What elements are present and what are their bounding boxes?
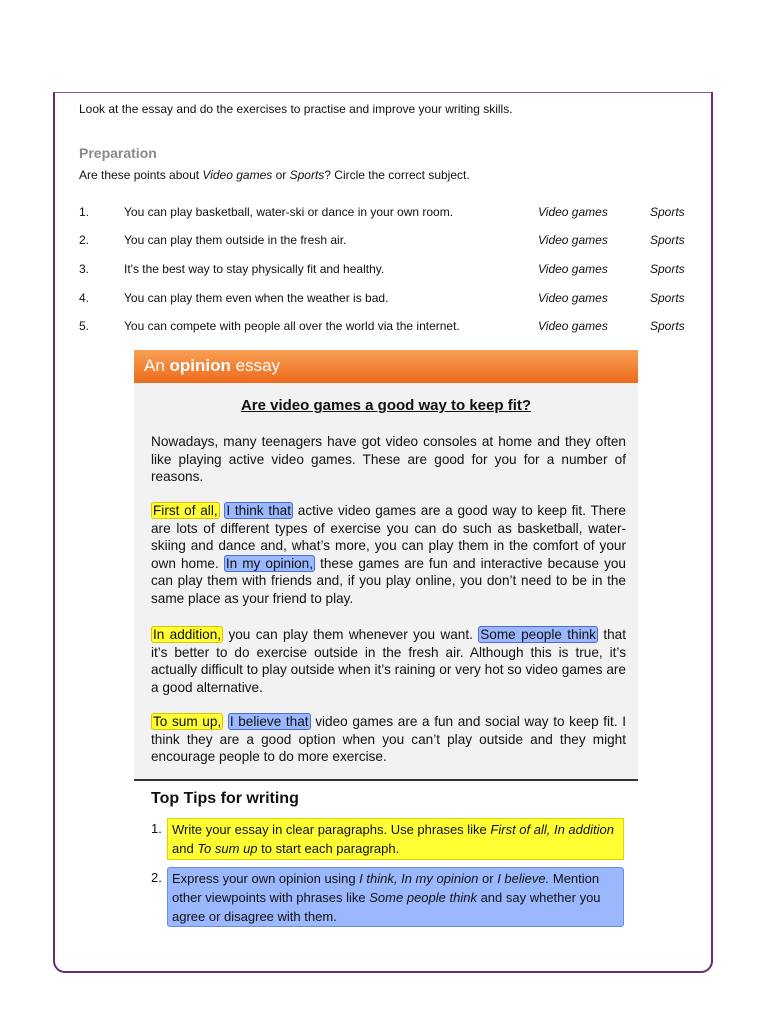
item-number: 2.	[79, 233, 90, 247]
option-sports[interactable]: Sports	[650, 262, 685, 276]
option-video-games[interactable]: Video games	[538, 205, 608, 219]
exercise-row	[79, 319, 719, 337]
intro-text: Look at the essay and do the exercises to practise and improve your writing skills.	[79, 102, 513, 116]
essay-title: Are video games a good way to keep fit?	[240, 397, 532, 414]
option-sports[interactable]: Sports	[650, 233, 685, 247]
preparation-question: Are these points about Video games or Sports? Circle the correct subject.	[79, 168, 470, 182]
item-text: You can play them even when the weather is bad.	[124, 291, 389, 305]
exercise-row	[79, 291, 719, 309]
item-number: 3.	[79, 262, 90, 276]
tips-heading: Top Tips for writing	[151, 790, 299, 807]
essay-header-bar: An opinion essay	[134, 350, 638, 383]
tip-number: 2.	[151, 870, 162, 885]
option-sports[interactable]: Sports	[650, 205, 685, 219]
essay-paragraph-2: First of all, I think that active video games are a good way to keep fit. There are lots of different types of exercise you can do such as basketball, water-skiing and dance and, what’s more, you can play them in the comfort of your own home. In my opinion, these games are fun and interactive because you can play them with friends and, if you play online, you don’t need to be in the same place as your friend to play.	[151, 503, 626, 606]
tip-number: 1.	[151, 821, 162, 836]
option-video-games[interactable]: Video games	[538, 262, 608, 276]
option-sports[interactable]: Sports	[650, 319, 685, 333]
exercise-row	[79, 205, 719, 223]
opinion-highlight: Some people think	[480, 627, 596, 642]
option-video-games[interactable]: Video games	[538, 319, 608, 333]
preparation-heading: Preparation	[79, 145, 157, 161]
option-video-games[interactable]: Video games	[538, 233, 608, 247]
option-video-games[interactable]: Video games	[538, 291, 608, 305]
linker-highlight: To sum up,	[153, 714, 222, 729]
opinion-highlight: I think that	[226, 503, 292, 518]
item-number: 1.	[79, 205, 90, 219]
opinion-highlight: I believe that	[229, 714, 309, 729]
essay-paragraph-3: In addition, you can play them whenever you want. Some people think that it’s better to do exercise outside in the fresh air. Although this is true, it’s actually difficult to play outside when it’s raining or very hot so video games are a good alternative.	[151, 627, 627, 695]
opinion-highlight: In my opinion,	[225, 555, 314, 571]
essay-paragraph-4: To sum up, I believe that video games are a fun and social way to keep fit. I think they are a good option when you can’t play outside and they might encourage people to do more exercise.	[151, 714, 626, 765]
exercise-row	[79, 262, 719, 280]
item-number: 4.	[79, 291, 90, 305]
item-number: 5.	[79, 319, 90, 333]
item-text: You can play basketball, water-ski or dance in your own room.	[124, 205, 454, 219]
tip-1-box: Write your essay in clear paragraphs. Use phrases like First of all, In addition and To sum up to start each paragraph.	[167, 818, 624, 860]
linker-highlight: In addition,	[153, 627, 222, 642]
tip-2-box: Express your own opinion using I think, In my opinion or I believe. Mention other viewpoints with phrases like Some people think and say whether you agree or disagree with them.	[167, 867, 624, 927]
option-sports[interactable]: Sports	[650, 291, 685, 305]
exercise-row	[79, 233, 719, 251]
item-text: You can play them outside in the fresh air.	[124, 233, 347, 247]
essay-paragraph-1: Nowadays, many teenagers have got video consoles at home and they often like playing active video games. These are good for you for a number of reasons.	[151, 434, 626, 485]
linker-highlight: First of all,	[153, 503, 218, 518]
essay-divider	[134, 779, 638, 781]
item-text: It's the best way to stay physically fit and healthy.	[124, 262, 385, 276]
item-text: You can compete with people all over the world via the internet.	[124, 319, 460, 333]
